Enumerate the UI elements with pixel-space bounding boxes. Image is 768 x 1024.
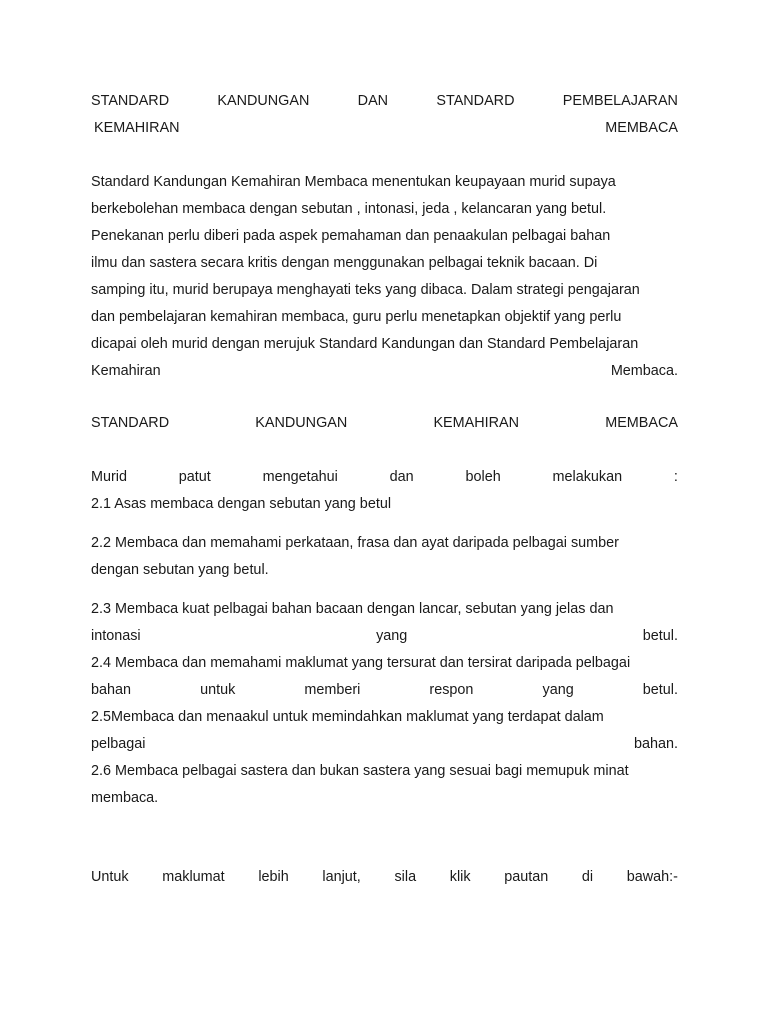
murid-word: :: [673, 469, 678, 485]
section-heading-word: STANDARD: [91, 415, 170, 431]
section-heading-word: KANDUNGAN: [255, 415, 348, 431]
item-2-6-line-1: 2.6 Membaca pelbagai sastera dan bukan sastera yang sesuai bagi memupuk minat: [91, 763, 629, 779]
footer-word: bawah:-: [626, 869, 678, 885]
item-2-4-line-2: [91, 677, 678, 704]
footer-word: klik: [449, 869, 471, 885]
title-word: STANDARD: [436, 93, 515, 109]
intro-line: ilmu dan sastera secara kritis dengan menggunakan pelbagai teknik bacaan. Di: [91, 255, 598, 271]
intro-line: dan pembelajaran kemahiran membaca, guru perlu menetapkan objektif yang perlu: [91, 309, 622, 325]
item-2-6-line-2: membaca.: [91, 790, 159, 806]
item-word: yang: [376, 628, 408, 644]
item-2-3-line-1: 2.3 Membaca kuat pelbagai bahan bacaan dengan lancar, sebutan yang jelas dan: [91, 601, 614, 617]
item-2-2-line-2: dengan sebutan yang betul.: [91, 562, 269, 578]
footer-word: lebih: [258, 869, 289, 885]
intro-word: Kemahiran: [91, 363, 161, 379]
section-heading: [91, 410, 678, 437]
intro-line: dicapai oleh murid dengan merujuk Standard Kandungan dan Standard Pembelajaran: [91, 336, 639, 352]
item-word: betul.: [642, 628, 678, 644]
footer-word: pautan: [504, 869, 549, 885]
item-word: bahan: [91, 682, 132, 698]
item-word: bahan.: [633, 736, 678, 752]
title-word: DAN: [357, 93, 389, 109]
item-2-3-line-2: [91, 623, 678, 650]
murid-word: mengetahui: [262, 469, 338, 485]
title-word: KANDUNGAN: [217, 93, 310, 109]
murid-line: [91, 464, 678, 491]
title-word: STANDARD: [91, 93, 170, 109]
footer-line: [91, 864, 678, 891]
intro-line: Penekanan perlu diberi pada aspek pemahaman dan penaakulan pelbagai bahan: [91, 228, 611, 244]
document-title-line-2: [94, 115, 678, 142]
item-2-1: 2.1 Asas membaca dengan sebutan yang betul: [91, 496, 392, 512]
section-heading-word: KEMAHIRAN: [433, 415, 520, 431]
intro-word: Membaca.: [610, 363, 678, 379]
intro-line: samping itu, murid berupaya menghayati teks yang dibaca. Dalam strategi pengajaran: [91, 282, 640, 298]
item-word: yang: [542, 682, 574, 698]
title-word: KEMAHIRAN: [94, 120, 180, 136]
item-word: untuk: [200, 682, 236, 698]
footer-word: Untuk: [91, 869, 129, 885]
item-word: pelbagai: [91, 736, 146, 752]
section-heading-word: MEMBACA: [605, 415, 678, 431]
item-2-5-line-1: 2.5Membaca dan menaakul untuk memindahkan maklumat yang terdapat dalam: [91, 709, 604, 725]
murid-word: boleh: [465, 469, 501, 485]
murid-word: patut: [178, 469, 211, 485]
item-word: memberi: [304, 682, 361, 698]
item-word: respon: [429, 682, 474, 698]
murid-word: dan: [389, 469, 414, 485]
title-word: MEMBACA: [605, 120, 678, 136]
intro-last-line: [91, 358, 678, 385]
footer-word: lanjut,: [322, 869, 361, 885]
item-2-2-line-1: 2.2 Membaca dan memahami perkataan, frasa dan ayat daripada pelbagai sumber: [91, 535, 619, 551]
intro-line: Standard Kandungan Kemahiran Membaca menentukan keupayaan murid supaya: [91, 174, 616, 190]
item-word: betul.: [642, 682, 678, 698]
murid-word: melakukan: [552, 469, 623, 485]
footer-word: sila: [394, 869, 417, 885]
murid-word: Murid: [91, 469, 127, 485]
intro-line: berkebolehan membaca dengan sebutan , intonasi, jeda , kelancaran yang betul.: [91, 201, 607, 217]
title-word: PEMBELAJARAN: [562, 93, 678, 109]
footer-word: maklumat: [162, 869, 225, 885]
item-2-5-line-2: [91, 731, 678, 758]
footer-word: di: [581, 869, 594, 885]
item-2-4-line-1: 2.4 Membaca dan memahami maklumat yang tersurat dan tersirat daripada pelbagai: [91, 655, 631, 671]
document-title-line-1: [91, 88, 678, 115]
item-word: intonasi: [91, 628, 141, 644]
